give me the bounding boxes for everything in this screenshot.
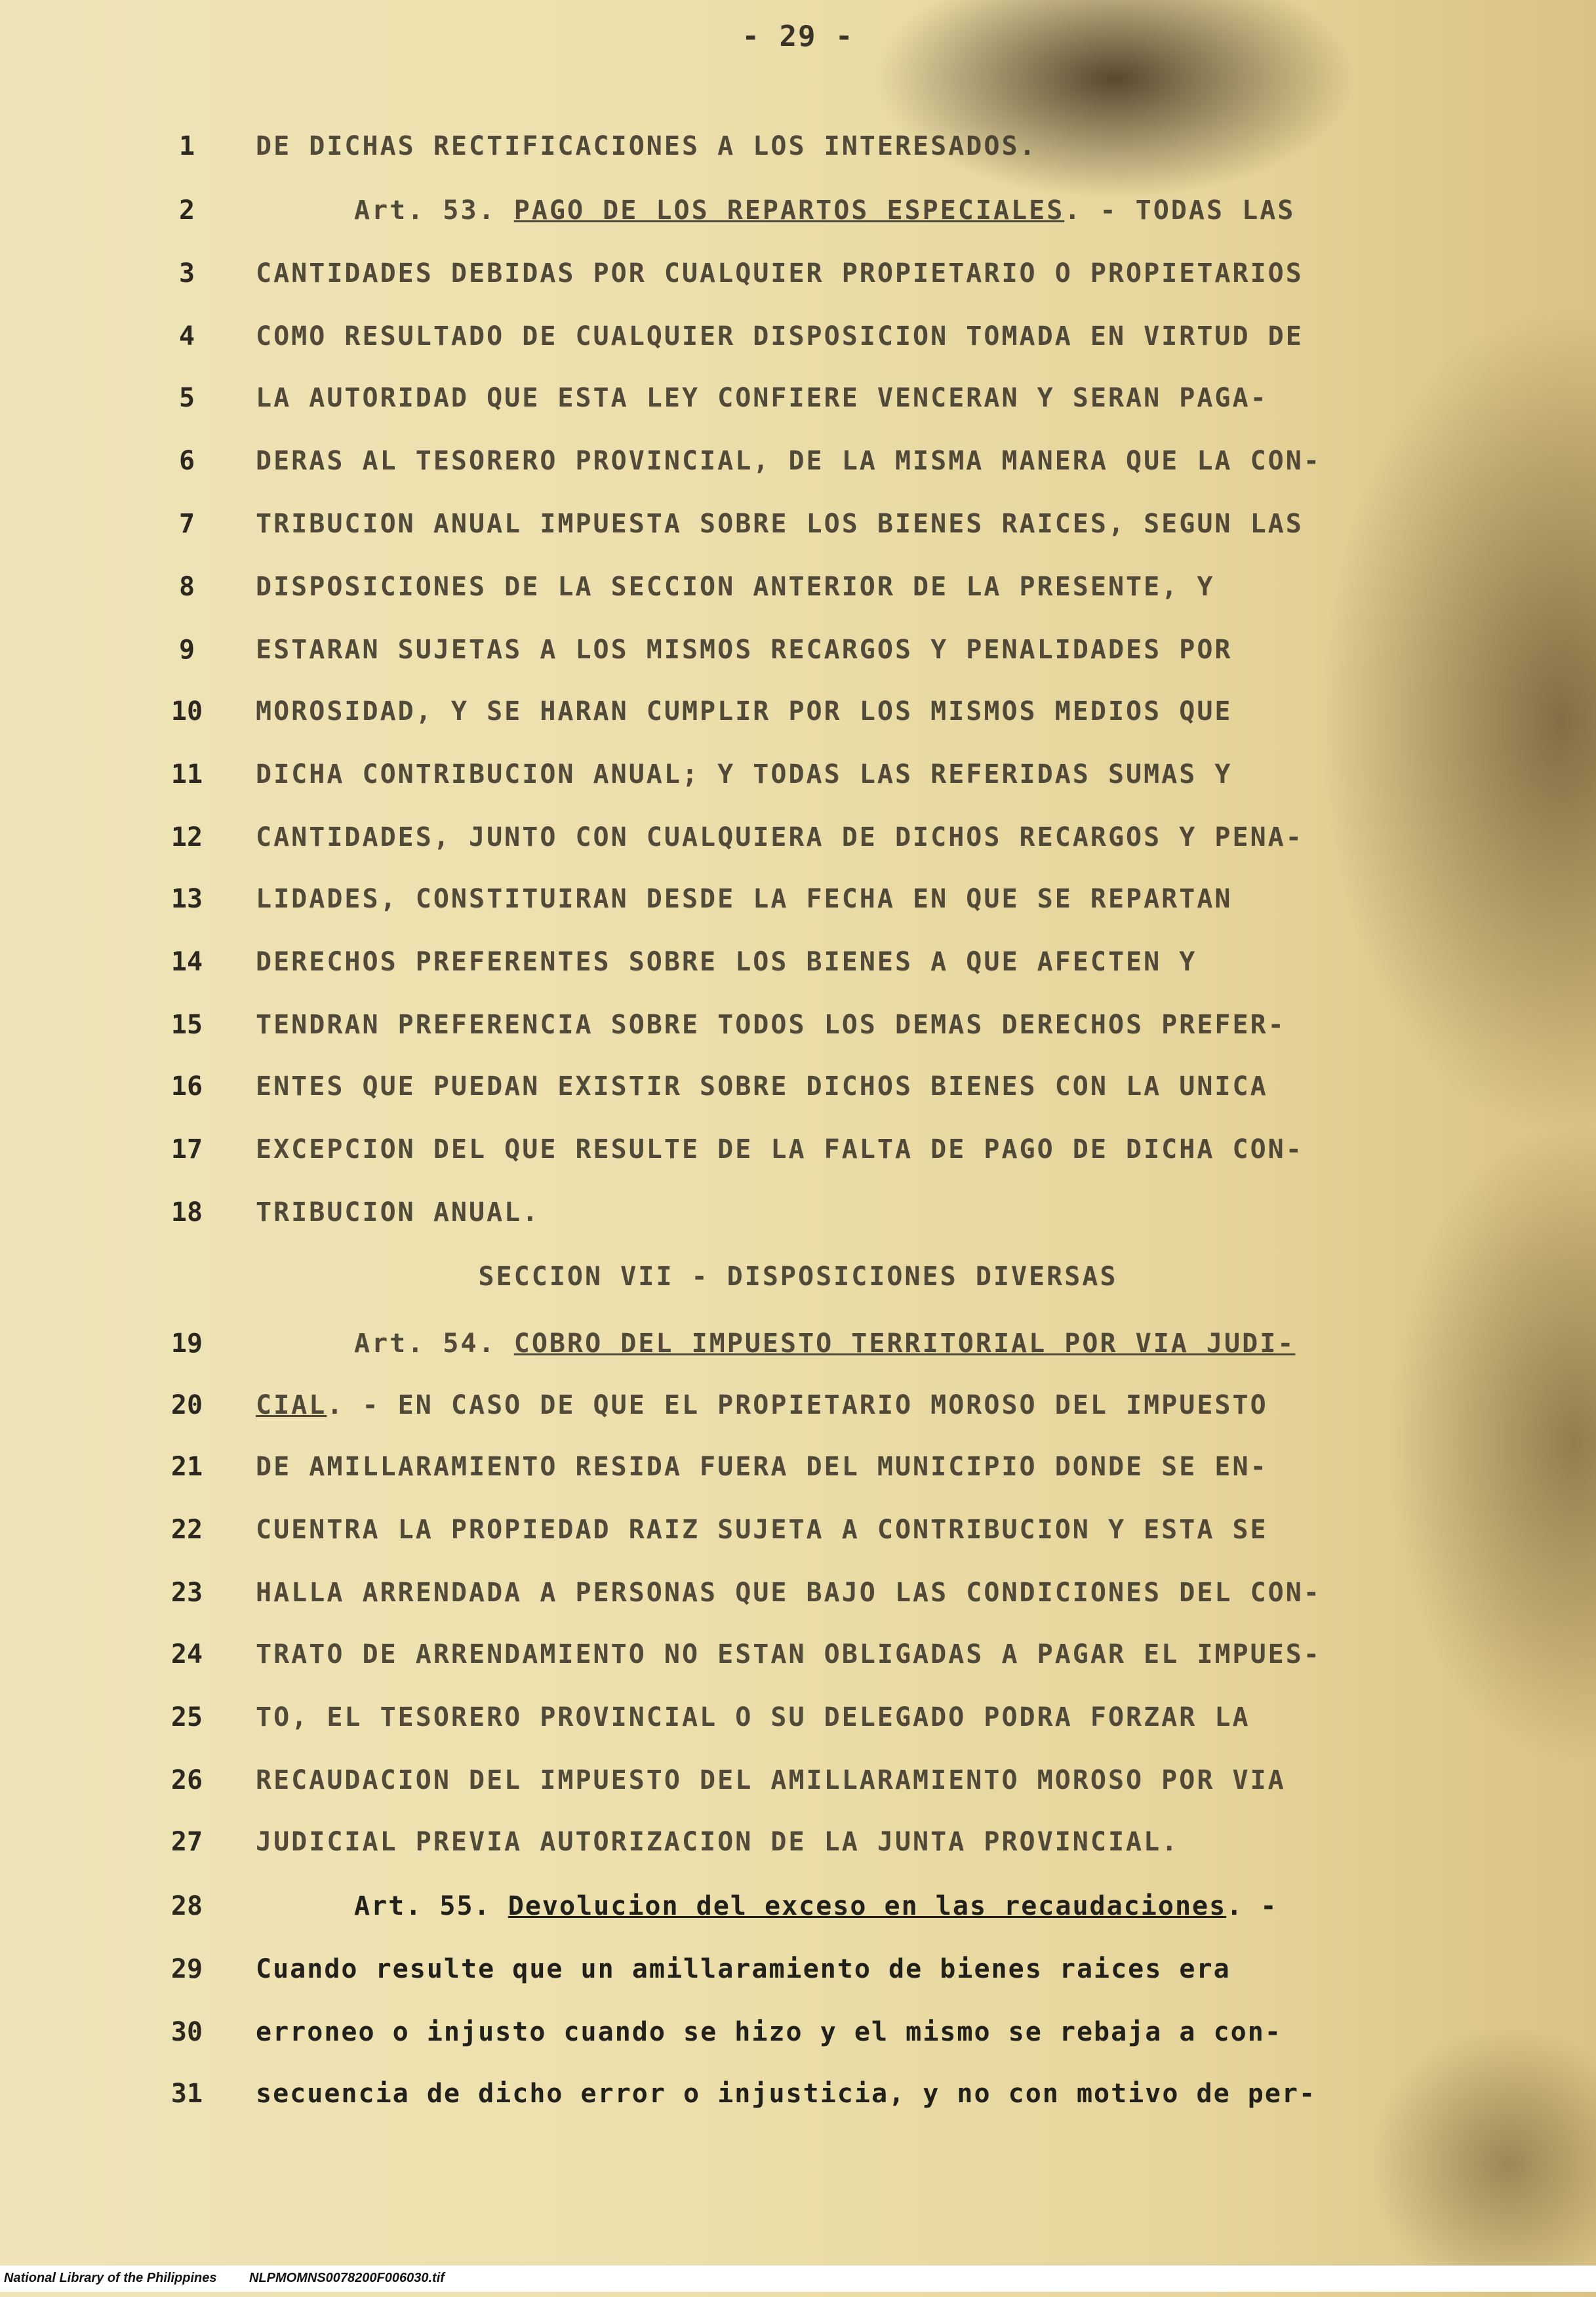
line-number: 9 — [178, 635, 195, 665]
line-text — [256, 2017, 1282, 2047]
text-line — [157, 635, 1534, 687]
scan-footer — [0, 2266, 1596, 2292]
line-text — [256, 759, 1233, 789]
line-text — [256, 947, 1197, 977]
text-line — [157, 195, 1534, 248]
line-number: 31 — [170, 2079, 203, 2109]
text-segment: erroneo o injusto cuando se hizo y el mismo se rebaja a con- — [256, 2017, 1282, 2047]
line-text — [256, 2079, 1316, 2109]
line-number: 1 — [178, 131, 195, 161]
text-segment: Art. 53. — [354, 195, 514, 226]
line-text — [354, 1891, 1277, 1921]
line-text — [256, 1197, 540, 1228]
text-line — [157, 1071, 1534, 1124]
line-number: 8 — [178, 572, 195, 602]
text-segment: secuencia de dicho error o injusticia, y no con motivo de per- — [256, 2079, 1317, 2109]
line-number: 2 — [178, 195, 195, 226]
text-line — [157, 1452, 1534, 1504]
text-segment: DICHA CONTRIBUCION ANUAL; Y TODAS LAS REFERIDAS SUMAS Y — [256, 759, 1233, 789]
text-line — [157, 759, 1534, 812]
line-number: 21 — [170, 1452, 203, 1482]
line-text — [256, 822, 1304, 852]
line-text — [256, 1702, 1250, 1732]
line-text — [256, 509, 1304, 539]
text-line — [157, 884, 1534, 936]
line-number: 18 — [170, 1197, 203, 1228]
text-segment: TRIBUCION ANUAL IMPUESTA SOBRE LOS BIENES RAICES, SEGUN LAS — [256, 509, 1304, 539]
text-line — [157, 321, 1534, 374]
text-segment: . - EN CASO DE QUE EL PROPIETARIO MOROSO DEL IMPUESTO — [327, 1390, 1268, 1420]
line-text — [256, 1578, 1321, 1608]
line-text — [354, 1328, 1295, 1359]
line-number: 11 — [170, 759, 203, 789]
scan-filename: NLPMOMNS0078200F006030.tif — [249, 2271, 445, 2285]
line-text — [256, 1639, 1321, 1669]
text-line — [157, 131, 1534, 184]
line-text — [256, 321, 1304, 351]
text-segment: TENDRAN PREFERENCIA SOBRE TODOS LOS DEMAS DERECHOS PREFER- — [256, 1010, 1286, 1040]
line-number: 29 — [170, 1954, 203, 1984]
text-line — [157, 1702, 1534, 1755]
line-text — [256, 884, 1233, 914]
line-text — [256, 1010, 1286, 1040]
line-number: 25 — [170, 1702, 203, 1732]
text-segment: COMO RESULTADO DE CUALQUIER DISPOSICION TOMADA EN VIRTUD DE — [256, 321, 1304, 351]
line-number: 27 — [170, 1827, 203, 1857]
line-number: 20 — [170, 1390, 203, 1420]
line-text — [256, 1071, 1268, 1102]
text-line — [157, 2017, 1534, 2069]
text-segment: . - — [1226, 1891, 1278, 1921]
line-text — [256, 635, 1233, 665]
text-segment: CANTIDADES DEBIDAS POR CUALQUIER PROPIETARIO O PROPIETARIOS — [256, 258, 1304, 289]
text-segment: Art. 54. — [354, 1328, 514, 1359]
line-text — [256, 1954, 1231, 1984]
text-line — [157, 509, 1534, 561]
line-text — [256, 446, 1321, 476]
text-line — [157, 1578, 1534, 1630]
text-segment: CUENTRA LA PROPIEDAD RAIZ SUJETA A CONTRIBUCION Y ESTA SE — [256, 1515, 1268, 1545]
line-number: 26 — [170, 1765, 203, 1795]
line-number: 10 — [170, 696, 203, 727]
line-number: 16 — [170, 1071, 203, 1102]
line-number: 24 — [170, 1639, 203, 1669]
line-number: 7 — [178, 509, 195, 539]
line-number: 23 — [170, 1578, 203, 1608]
text-segment: MOROSIDAD, Y SE HARAN CUMPLIR POR LOS MISMOS MEDIOS QUE — [256, 696, 1233, 727]
line-text — [256, 1390, 1268, 1420]
text-segment: DERECHOS PREFERENTES SOBRE LOS BIENES A QUE AFECTEN Y — [256, 947, 1197, 977]
text-line — [157, 383, 1534, 435]
line-text — [256, 1515, 1268, 1545]
text-line — [157, 1134, 1534, 1187]
text-segment: Cuando resulte que un amillaramiento de bienes raices era — [256, 1954, 1231, 1984]
line-number: 3 — [178, 258, 195, 289]
text-line — [157, 1765, 1534, 1818]
library-credit: National Library of the Philippines — [4, 2271, 217, 2285]
text-line — [157, 446, 1534, 498]
text-line — [157, 696, 1534, 749]
text-line — [157, 572, 1534, 624]
underlined-title: PAGO DE LOS REPARTOS ESPECIALES — [513, 195, 1065, 226]
line-text — [256, 383, 1268, 413]
section-heading: SECCION VII - DISPOSICIONES DIVERSAS — [478, 1262, 1118, 1292]
text-segment: Art. 55. — [354, 1891, 508, 1921]
text-line — [157, 1954, 1534, 2007]
text-line — [157, 258, 1534, 311]
text-line — [157, 1639, 1534, 1692]
text-segment: LIDADES, CONSTITUIRAN DESDE LA FECHA EN QUE SE REPARTAN — [256, 884, 1233, 914]
line-number: 4 — [178, 321, 195, 351]
text-segment: RECAUDACION DEL IMPUESTO DEL AMILLARAMIENTO MOROSO POR VIA — [256, 1765, 1286, 1795]
text-segment: TO, EL TESORERO PROVINCIAL O SU DELEGADO PODRA FORZAR LA — [256, 1702, 1250, 1732]
line-number: 17 — [170, 1134, 203, 1165]
text-segment: ENTES QUE PUEDAN EXISTIR SOBRE DICHOS BIENES CON LA UNICA — [256, 1071, 1268, 1102]
page-number: - 29 - — [742, 20, 854, 53]
text-line — [157, 2079, 1534, 2131]
line-number: 30 — [170, 2017, 203, 2047]
text-segment: DISPOSICIONES DE LA SECCION ANTERIOR DE LA PRESENTE, Y — [256, 572, 1215, 602]
text-segment: HALLA ARRENDADA A PERSONAS QUE BAJO LAS CONDICIONES DEL CON- — [256, 1578, 1321, 1608]
line-text — [256, 572, 1214, 602]
line-number: 14 — [170, 947, 203, 977]
text-segment: DE DICHAS RECTIFICACIONES A LOS INTERESADOS. — [256, 131, 1037, 161]
line-text — [256, 1827, 1179, 1857]
line-number: 5 — [178, 383, 195, 413]
text-segment: ESTARAN SUJETAS A LOS MISMOS RECARGOS Y PENALIDADES POR — [256, 635, 1233, 665]
text-segment: TRATO DE ARRENDAMIENTO NO ESTAN OBLIGADAS A PAGAR EL IMPUES- — [256, 1639, 1321, 1669]
line-text — [256, 258, 1304, 289]
line-number: 6 — [178, 446, 195, 476]
text-line — [157, 1515, 1534, 1567]
text-segment: JUDICIAL PREVIA AUTORIZACION DE LA JUNTA PROVINCIAL. — [256, 1827, 1180, 1857]
line-number: 22 — [170, 1515, 203, 1545]
text-line — [157, 1197, 1534, 1250]
line-text — [256, 696, 1233, 727]
line-text — [256, 1765, 1286, 1795]
text-line — [157, 1891, 1534, 1944]
text-line — [157, 822, 1534, 875]
text-segment: . - TODAS LAS — [1064, 195, 1296, 226]
text-segment: TRIBUCION ANUAL. — [256, 1197, 540, 1228]
underlined-title: CIAL — [256, 1390, 327, 1420]
text-line — [157, 1390, 1534, 1443]
underlined-title: COBRO DEL IMPUESTO TERRITORIAL POR VIA JUDI- — [513, 1328, 1296, 1359]
line-number: 13 — [170, 884, 203, 914]
underlined-title: Devolucion del exceso en las recaudaciones — [508, 1891, 1227, 1921]
line-text — [256, 1452, 1268, 1482]
text-line — [157, 947, 1534, 999]
text-segment: DERAS AL TESORERO PROVINCIAL, DE LA MISMA MANERA QUE LA CON- — [256, 446, 1321, 476]
line-number: 28 — [170, 1891, 203, 1921]
text-line — [157, 1010, 1534, 1062]
text-line — [157, 1827, 1534, 1879]
line-number: 12 — [170, 822, 203, 852]
line-number: 19 — [170, 1328, 203, 1359]
line-text — [256, 131, 1037, 161]
line-text — [354, 195, 1295, 226]
line-number: 15 — [170, 1010, 203, 1040]
text-segment: CANTIDADES, JUNTO CON CUALQUIERA DE DICHOS RECARGOS Y PENA- — [256, 822, 1304, 852]
text-line — [157, 1328, 1534, 1381]
text-segment: DE AMILLARAMIENTO RESIDA FUERA DEL MUNICIPIO DONDE SE EN- — [256, 1452, 1268, 1482]
text-segment: EXCEPCION DEL QUE RESULTE DE LA FALTA DE PAGO DE DICHA CON- — [256, 1134, 1304, 1165]
text-segment: LA AUTORIDAD QUE ESTA LEY CONFIERE VENCERAN Y SERAN PAGA- — [256, 383, 1268, 413]
line-text — [256, 1134, 1304, 1165]
